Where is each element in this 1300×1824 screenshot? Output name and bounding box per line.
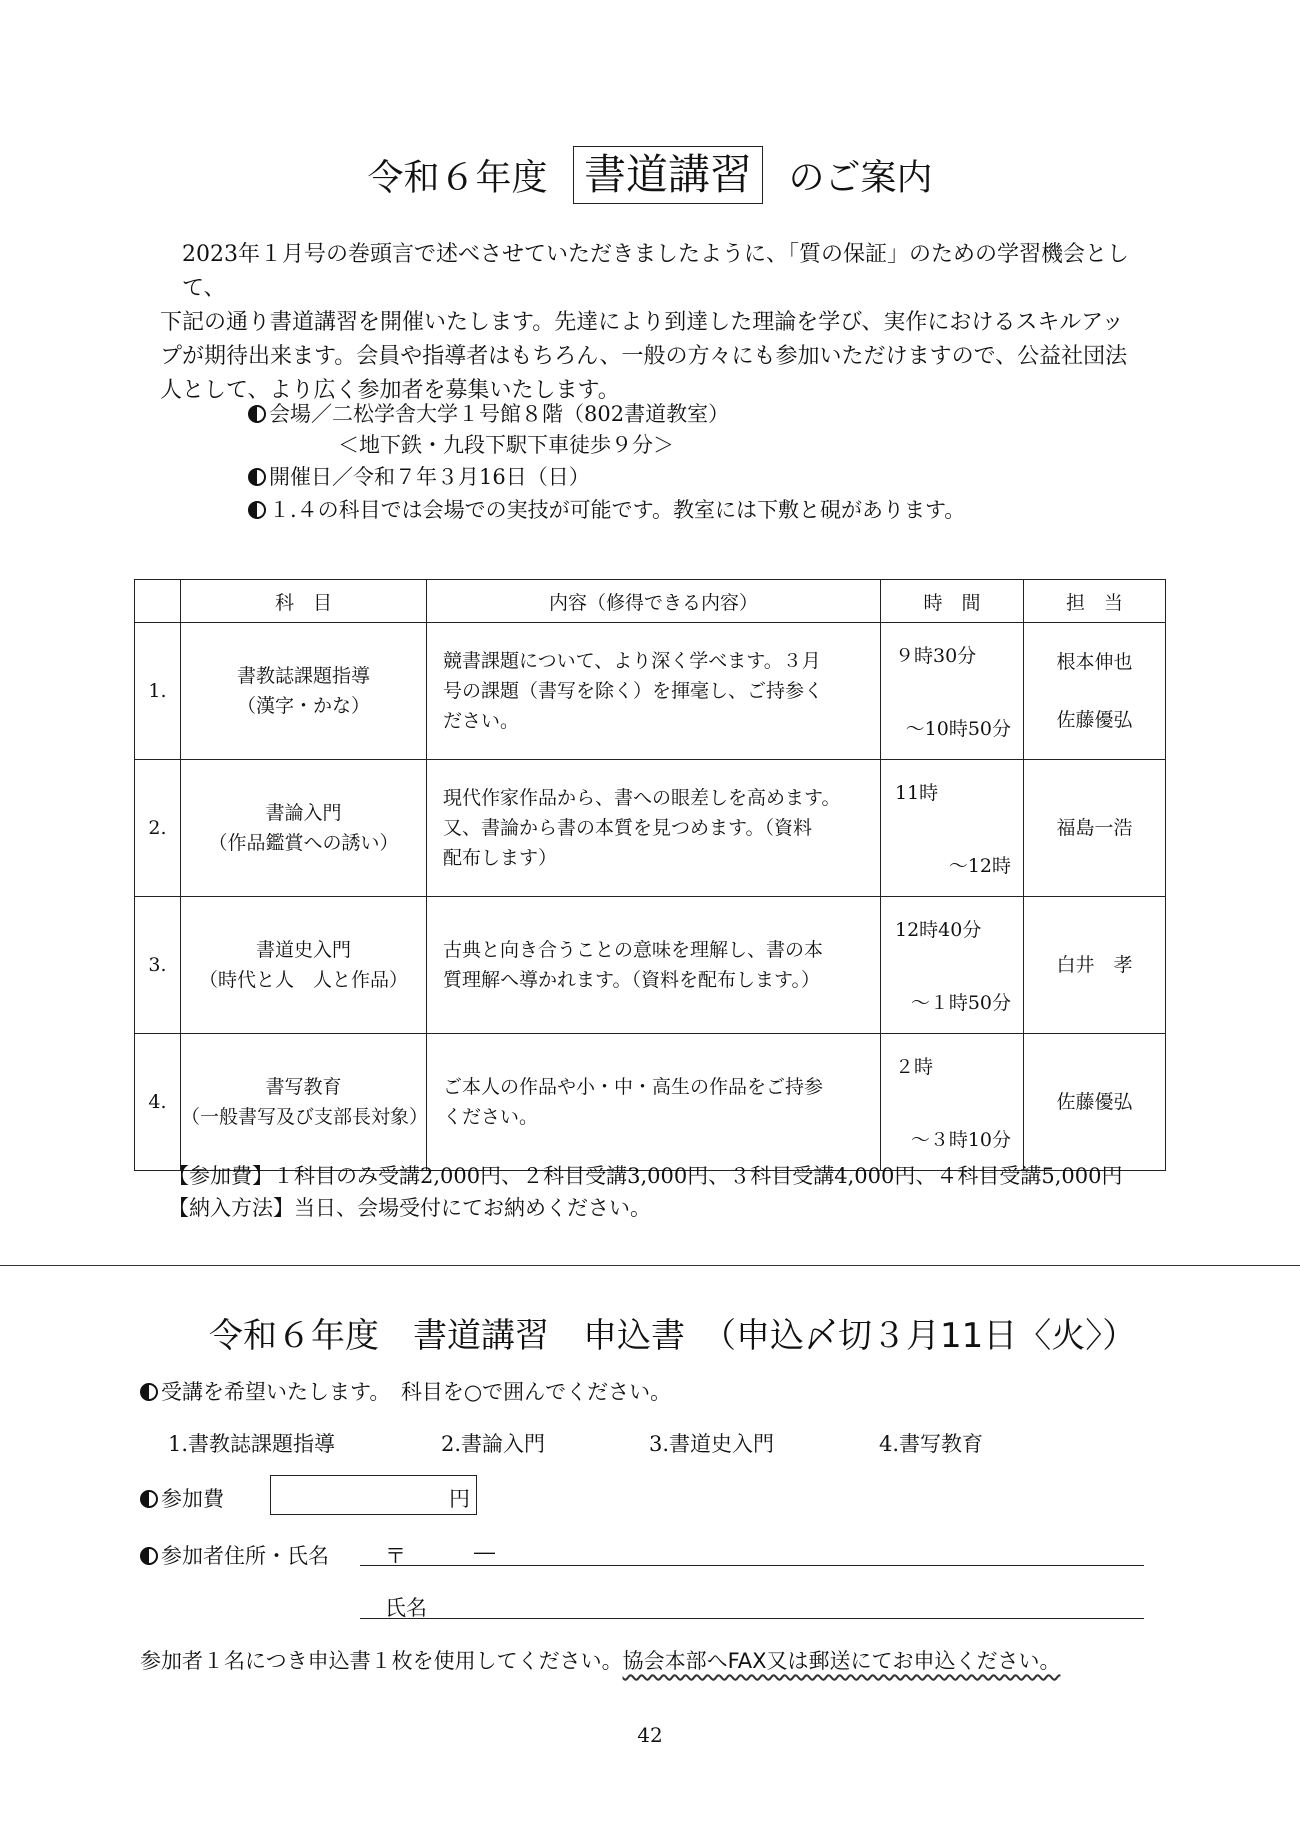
intro-line: 下記の通り書道講習を開催いたします。先達により到達した理論を学び、実作におけるスキルアッ — [160, 310, 1124, 335]
time-end: ～10時50分 — [905, 718, 1011, 740]
table-row — [135, 623, 1166, 760]
payment-text: 当日、会場受付にてお納めください。 — [294, 1196, 651, 1220]
intro-line: プが期待出来ます。会員や指導者はもちろん、一般の方々にも参加いただけますので、公益社団法 — [160, 344, 1128, 369]
time-start: ２時 — [895, 1056, 934, 1078]
row-subject: 書写教育 （一般書写及び支部長対象） — [181, 1034, 427, 1171]
form-title: 令和６年度 書道講習 申込書 （申込〆切３月11日〈火〉） — [209, 1316, 1137, 1356]
title-boxed: 書道講習 — [573, 146, 763, 204]
address-input-line[interactable] — [360, 1565, 1144, 1566]
row-staff: 根本伸也 佐藤優弘 — [1024, 623, 1166, 760]
row-number: 1. — [135, 623, 181, 760]
header-staff: 担 当 — [1024, 580, 1166, 623]
row-number: 4. — [135, 1034, 181, 1171]
row-content: 古典と向き合うことの意味を理解し、書の本 質理解へ導かれます。（資料を配布します。） — [427, 897, 881, 1034]
half-circle-icon — [140, 1383, 158, 1401]
table-row — [135, 1034, 1166, 1171]
header-no — [135, 580, 181, 623]
option-subject-4[interactable]: 4.書写教育 — [879, 1432, 984, 1456]
payment-label: 【納入方法】 — [168, 1196, 294, 1220]
table-row — [135, 897, 1166, 1034]
header-subject: 科 目 — [181, 580, 427, 623]
time-end: ～１時50分 — [910, 992, 1011, 1014]
header-time: 時 間 — [881, 580, 1024, 623]
form-footer-note — [140, 1645, 1060, 1675]
fee-field-label: 参加費 — [140, 1483, 224, 1513]
time-start: 11時 — [895, 782, 939, 804]
row-subject: 書教誌課題指導 （漢字・かな） — [181, 623, 427, 760]
schedule-table — [134, 579, 1166, 1171]
access-line: ＜地下鉄・九段下駅下車徒歩９分＞ — [338, 433, 674, 457]
row-content: 現代作家作品から、書への眼差しを高めます。 又、書論から書の本質を見つめます。（資料 配布します） — [427, 760, 881, 897]
postal-mark: 〒 — [385, 1544, 406, 1568]
half-circle-icon — [248, 468, 266, 486]
time-start: ９時30分 — [895, 645, 977, 667]
half-circle-icon — [140, 1490, 158, 1508]
row-subject: 書道史入門 （時代と人 人と作品） — [181, 897, 427, 1034]
option-subject-3[interactable]: 3.書道史入門 — [649, 1432, 775, 1456]
payment-info — [168, 1192, 651, 1222]
row-content: 競書課題について、より深く学べます。３月 号の課題（書写を除く）を揮毫し、ご持参く ださい。 — [427, 623, 881, 760]
fee-label: 【参加費】 — [168, 1164, 273, 1188]
time-start: 12時40分 — [895, 919, 982, 941]
table-header-row — [135, 580, 1166, 623]
time-end: ～12時 — [948, 855, 1011, 877]
table-row — [135, 760, 1166, 897]
page-title — [0, 146, 1300, 204]
fee-info — [168, 1160, 1122, 1190]
option-subject-1[interactable]: 1.書教誌課題指導 — [168, 1432, 336, 1456]
half-circle-icon — [248, 405, 266, 423]
note-line: １.４の科目では会場での実技が可能です。教室には下敷と硯があります。 — [248, 494, 965, 524]
fee-text: １科目のみ受講2,000円、２科目受講3,000円、３科目受講4,000円、４科目受講5,000円 — [273, 1164, 1123, 1188]
row-subject: 書論入門 （作品鑑賞への誘い） — [181, 760, 427, 897]
intro-line: 人として、より広く参加者を募集いたします。 — [160, 378, 620, 403]
intro-line: 2023年１月号の巻頭言で述べさせていただきましたように、「質の保証」のための学習機会として、 — [182, 242, 1129, 301]
row-time — [881, 623, 1024, 760]
row-time — [881, 897, 1024, 1034]
row-time — [881, 1034, 1024, 1171]
row-staff: 福島一浩 — [1024, 760, 1166, 897]
section-divider — [0, 1265, 1300, 1266]
date-line: 開催日／令和７年３月16日（日） — [248, 461, 590, 491]
header-content: 内容（修得できる内容） — [427, 580, 881, 623]
name-input-line[interactable] — [360, 1618, 1144, 1619]
footer-emphasis: 協会本部へFAX又は郵送にてお申込ください。 — [622, 1649, 1061, 1673]
fee-input-box[interactable] — [270, 1475, 477, 1515]
title-prefix: 令和６年度 — [367, 157, 548, 199]
time-end: ～３時10分 — [910, 1129, 1011, 1151]
title-suffix: のご案内 — [788, 157, 933, 199]
name-field-label: 氏名 — [385, 1596, 427, 1620]
choose-instruction: 受講を希望いたします。 科目を○で囲んでください。 — [140, 1376, 671, 1406]
fee-unit: 円 — [449, 1487, 470, 1511]
row-content: ご本人の作品や小・中・高生の作品をご持参 ください。 — [427, 1034, 881, 1171]
half-circle-icon — [248, 501, 266, 519]
page-number: 42 — [637, 1723, 663, 1747]
row-time — [881, 760, 1024, 897]
row-staff: 佐藤優弘 — [1024, 1034, 1166, 1171]
address-field-label: 参加者住所・氏名 — [140, 1540, 329, 1570]
venue-line: 会場／二松学舎大学１号館８階（802書道教室） — [248, 398, 729, 428]
option-subject-2[interactable]: 2.書論入門 — [441, 1432, 546, 1456]
intro-paragraph — [160, 238, 1160, 408]
footer-plain: 参加者１名につき申込書１枚を使用してください。 — [140, 1649, 623, 1673]
half-circle-icon — [140, 1547, 158, 1565]
row-number: 2. — [135, 760, 181, 897]
row-staff: 白井 孝 — [1024, 897, 1166, 1034]
row-number: 3. — [135, 897, 181, 1034]
postal-dash: ― — [474, 1540, 495, 1564]
